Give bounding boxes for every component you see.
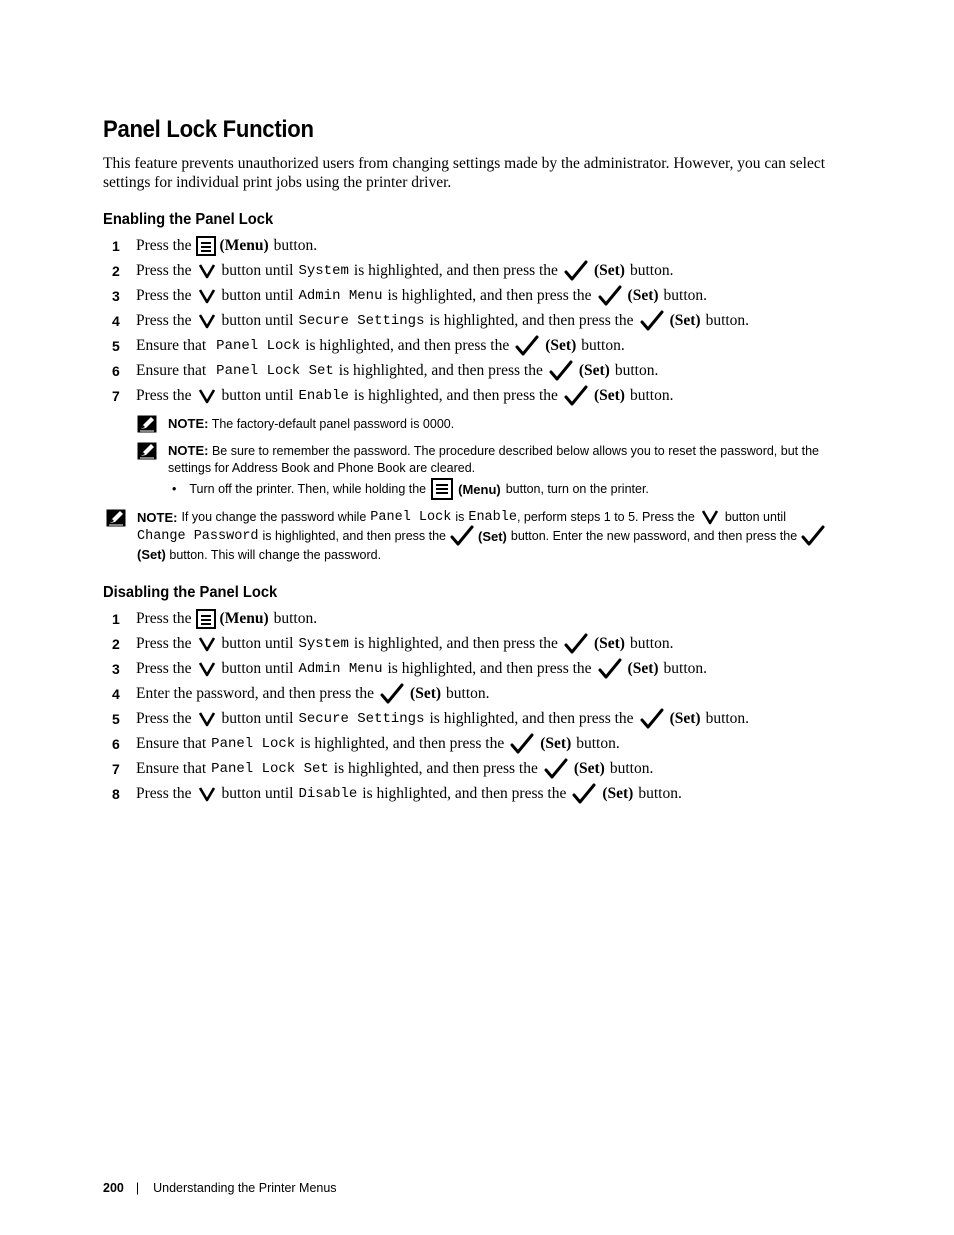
check-icon <box>572 783 596 805</box>
code-text: Enable <box>298 388 349 404</box>
step-number: 4 <box>112 313 120 329</box>
section-heading-enabling: Enabling the Panel Lock <box>103 211 274 228</box>
list-item: 4 Press the button until Secure Settings is highlighted, and then press the (Set) button. <box>112 310 749 332</box>
step-number: 3 <box>112 288 120 304</box>
code-text: System <box>298 636 349 652</box>
step-number: 7 <box>112 388 120 404</box>
list-item: 5 Ensure that Panel Lock is highlighted, and then press the (Set) button. <box>112 335 625 357</box>
code-text: Panel Lock <box>370 509 452 525</box>
list-item: 7 Press the button until Enable is highlighted, and then press the (Set) button. <box>112 385 673 407</box>
down-arrow-icon <box>198 288 216 304</box>
step-number: 3 <box>112 661 120 677</box>
note-2: NOTE: Be sure to remember the password. The procedure described below allows you to reset the password, but the settings for Address Book and Phone Book are cleared. <box>168 443 819 475</box>
footer-section-title: Understanding the Printer Menus <box>153 1181 337 1195</box>
code-text: Admin Menu <box>298 661 383 677</box>
code-text: Enable <box>468 509 517 525</box>
code-text: Panel Lock Set <box>211 761 329 777</box>
list-item: 6 Ensure that Panel Lock is highlighted, and then press the (Set) button. <box>112 733 620 755</box>
step-number: 6 <box>112 736 120 752</box>
code-text: System <box>298 263 349 279</box>
down-arrow-icon <box>198 263 216 279</box>
check-icon <box>544 758 568 780</box>
note-pencil-icon <box>106 509 126 527</box>
menu-icon <box>196 236 216 256</box>
check-icon <box>640 310 664 332</box>
note-3: NOTE: If you change the password while Panel Lock is Enable , perform steps 1 to 5. Press the button until Change Password is highlighted, and then press the (Set) button. Enter the new password, and then press the (Set) button. This will change the password. <box>137 508 857 564</box>
list-item: 1 Press the (Menu) button. <box>112 610 318 627</box>
note-pencil-icon <box>137 415 157 433</box>
code-text: Secure Settings <box>298 711 425 727</box>
down-arrow-icon <box>198 711 216 727</box>
footer-separator: | <box>135 1181 140 1195</box>
down-arrow-icon <box>198 661 216 677</box>
check-icon <box>450 525 474 547</box>
list-item: 1 Press the (Menu) button. <box>112 237 318 254</box>
check-icon <box>564 385 588 407</box>
menu-icon <box>431 478 453 500</box>
check-icon <box>801 525 825 547</box>
code-text: Panel Lock Set <box>216 363 334 379</box>
check-icon <box>598 285 622 307</box>
step-number: 5 <box>112 711 120 727</box>
section-heading-disabling: Disabling the Panel Lock <box>103 584 278 601</box>
list-item: 7 Ensure that Panel Lock Set is highlighted, and then press the (Set) button. <box>112 758 653 780</box>
code-text: Change Password <box>137 528 259 544</box>
note-1: NOTE: The factory-default panel password is 0000. <box>168 416 455 431</box>
page-number: 200 <box>103 1181 124 1195</box>
page-title: Panel Lock Function <box>103 116 314 143</box>
down-arrow-icon <box>198 313 216 329</box>
list-item: 2 Press the button until System is highlighted, and then press the (Set) button. <box>112 633 673 655</box>
step-number: 2 <box>112 636 120 652</box>
check-icon <box>380 683 404 705</box>
check-icon <box>564 633 588 655</box>
step-number: 4 <box>112 686 120 702</box>
code-text: Secure Settings <box>298 313 425 329</box>
down-arrow-icon <box>701 509 719 525</box>
down-arrow-icon <box>198 636 216 652</box>
note-pencil-icon <box>137 442 157 460</box>
check-icon <box>510 733 534 755</box>
menu-icon <box>196 609 216 629</box>
list-item: 4 Enter the password, and then press the (Set) button. <box>112 683 490 705</box>
note-2-bullet: • Turn off the printer. Then, while holding the (Menu) button, turn on the printer. <box>172 478 649 500</box>
list-item: 3 Press the button until Admin Menu is highlighted, and then press the (Set) button. <box>112 285 707 307</box>
check-icon <box>515 335 539 357</box>
list-item: 6 Ensure that Panel Lock Set is highlighted, and then press the (Set) button. <box>112 360 658 382</box>
down-arrow-icon <box>198 786 216 802</box>
list-item: 8 Press the button until Disable is highlighted, and then press the (Set) button. <box>112 783 682 805</box>
step-number: 1 <box>112 238 120 254</box>
code-text: Disable <box>298 786 358 802</box>
code-text: Panel Lock <box>211 736 296 752</box>
page-footer <box>103 1181 337 1195</box>
list-item: 2 Press the button until System is highlighted, and then press the (Set) button. <box>112 260 673 282</box>
list-item: 3 Press the button until Admin Menu is highlighted, and then press the (Set) button. <box>112 658 707 680</box>
check-icon <box>549 360 573 382</box>
check-icon <box>598 658 622 680</box>
step-number: 2 <box>112 263 120 279</box>
intro-paragraph: This feature prevents unauthorized users from changing settings made by the administrator. However, you can select settings for individual print jobs using the printer driver. <box>103 155 826 191</box>
code-text: Panel Lock <box>216 338 301 354</box>
step-number: 6 <box>112 363 120 379</box>
down-arrow-icon <box>198 388 216 404</box>
step-number: 5 <box>112 338 120 354</box>
code-text: Admin Menu <box>298 288 383 304</box>
step-number: 8 <box>112 786 120 802</box>
check-icon <box>640 708 664 730</box>
step-number: 7 <box>112 761 120 777</box>
check-icon <box>564 260 588 282</box>
step-number: 1 <box>112 611 120 627</box>
list-item: 5 Press the button until Secure Settings is highlighted, and then press the (Set) button. <box>112 708 749 730</box>
